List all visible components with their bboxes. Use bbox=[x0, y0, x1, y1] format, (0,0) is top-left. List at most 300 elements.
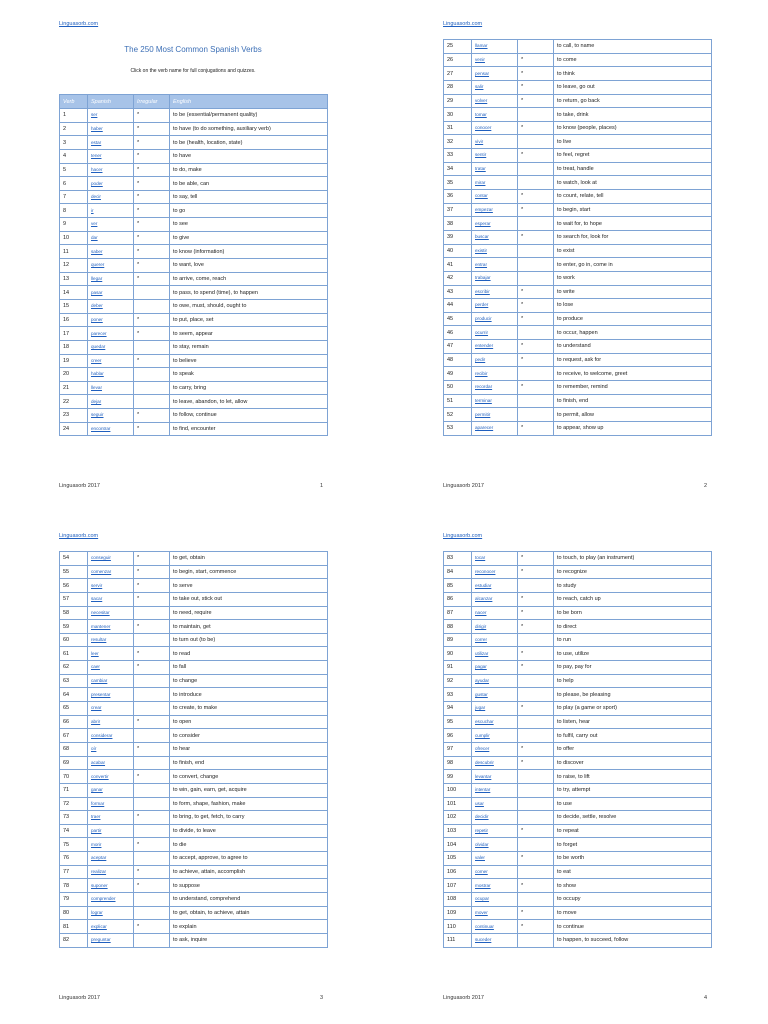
verb-link[interactable]: crear bbox=[91, 705, 102, 711]
verb-link[interactable]: recibir bbox=[475, 370, 488, 376]
verb-link-cell bbox=[472, 742, 518, 756]
verb-link[interactable]: hablar bbox=[91, 371, 104, 377]
english-meaning-cell: to treat, handle bbox=[554, 162, 712, 176]
verb-link[interactable]: pagar bbox=[475, 664, 487, 670]
table-row bbox=[444, 838, 712, 852]
irregular-mark-cell bbox=[134, 381, 170, 395]
verb-link-cell bbox=[88, 838, 134, 852]
verb-rank-cell: 51 bbox=[444, 394, 472, 408]
verb-rank-cell: 97 bbox=[444, 742, 472, 756]
english-meaning-cell: to find, encounter bbox=[170, 422, 328, 436]
irregular-mark-cell: * bbox=[518, 742, 554, 756]
verb-link[interactable]: entrar bbox=[475, 261, 488, 267]
verb-link[interactable]: acabar bbox=[91, 759, 106, 765]
verb-rank-cell: 34 bbox=[444, 162, 472, 176]
verb-link[interactable]: descubrir bbox=[475, 759, 494, 765]
irregular-mark-cell: * bbox=[134, 565, 170, 579]
english-meaning-cell: to move bbox=[554, 906, 712, 920]
english-meaning-cell: to occupy bbox=[554, 893, 712, 907]
irregular-mark-cell: * bbox=[134, 865, 170, 879]
verb-link[interactable]: seguir bbox=[91, 412, 104, 418]
english-meaning-cell: to create, to make bbox=[170, 702, 328, 716]
verb-rank-cell: 69 bbox=[60, 756, 88, 770]
verb-link[interactable]: permitir bbox=[475, 411, 491, 417]
site-link[interactable]: Linguasorb.com bbox=[59, 21, 99, 27]
verb-link-cell bbox=[88, 409, 134, 423]
verb-rank-cell: 86 bbox=[444, 592, 472, 606]
english-meaning-cell: to direct bbox=[554, 620, 712, 634]
verb-link[interactable]: ofrecer bbox=[475, 746, 490, 752]
table-row bbox=[60, 865, 328, 879]
verb-link[interactable]: realizar bbox=[91, 869, 107, 875]
irregular-mark-cell: * bbox=[134, 552, 170, 566]
table-row bbox=[60, 715, 328, 729]
english-meaning-cell: to take out, stick out bbox=[170, 592, 328, 606]
verb-link[interactable]: convertir bbox=[91, 773, 109, 779]
verb-rank-cell: 103 bbox=[444, 824, 472, 838]
irregular-mark-cell: * bbox=[518, 381, 554, 395]
verb-link[interactable]: reconocer bbox=[475, 568, 496, 574]
verb-link[interactable]: conocer bbox=[475, 125, 492, 131]
verb-link[interactable]: aparecer bbox=[475, 425, 494, 431]
irregular-mark-cell: * bbox=[518, 756, 554, 770]
irregular-mark-cell bbox=[518, 176, 554, 190]
irregular-mark-cell: * bbox=[518, 121, 554, 135]
irregular-mark-cell bbox=[134, 852, 170, 866]
table-row bbox=[444, 592, 712, 606]
irregular-mark-cell: * bbox=[134, 149, 170, 163]
verb-link[interactable]: vivir bbox=[475, 138, 484, 144]
verb-link[interactable]: hacer bbox=[91, 166, 103, 172]
verb-link[interactable]: salir bbox=[475, 84, 484, 90]
english-meaning-cell: to consider bbox=[170, 729, 328, 743]
verb-rank-cell: 55 bbox=[60, 565, 88, 579]
english-meaning-cell: to go bbox=[170, 204, 328, 218]
table-row bbox=[444, 135, 712, 149]
english-meaning-cell: to wait for, to hope bbox=[554, 217, 712, 231]
table-row bbox=[444, 203, 712, 217]
verb-table bbox=[59, 94, 328, 436]
english-meaning-cell: to seem, appear bbox=[170, 327, 328, 341]
verb-link[interactable]: llamar bbox=[475, 43, 488, 49]
verb-link[interactable]: pasar bbox=[91, 289, 103, 295]
table-row bbox=[60, 231, 328, 245]
table-row bbox=[60, 606, 328, 620]
verb-link[interactable]: ganar bbox=[91, 787, 103, 793]
irregular-mark-cell: * bbox=[518, 552, 554, 566]
verb-link[interactable]: poner bbox=[91, 316, 103, 322]
verb-link[interactable]: preguntar bbox=[91, 937, 111, 943]
verb-link-cell bbox=[88, 231, 134, 245]
verb-link-cell bbox=[472, 353, 518, 367]
verb-link[interactable]: ir bbox=[91, 207, 94, 213]
verb-rank-cell: 57 bbox=[60, 592, 88, 606]
verb-link[interactable]: considerar bbox=[91, 732, 113, 738]
verb-link[interactable]: traer bbox=[91, 814, 101, 820]
verb-link[interactable]: gustar bbox=[475, 691, 488, 697]
irregular-mark-cell: * bbox=[518, 149, 554, 163]
verb-rank-cell: 25 bbox=[444, 40, 472, 54]
verb-link-cell bbox=[472, 421, 518, 435]
verb-link[interactable]: escuchar bbox=[475, 719, 494, 724]
verb-link[interactable]: estar bbox=[91, 139, 102, 145]
irregular-mark-cell bbox=[518, 258, 554, 272]
verb-link[interactable]: perder bbox=[475, 302, 489, 308]
footer-label: Linguasorb 2017 bbox=[443, 995, 484, 1001]
irregular-mark-cell bbox=[518, 162, 554, 176]
table-row bbox=[444, 661, 712, 675]
verb-link[interactable]: llevar bbox=[91, 385, 102, 391]
verb-link[interactable]: presentar bbox=[91, 691, 111, 697]
english-meaning-cell: to offer bbox=[554, 742, 712, 756]
verb-link-cell bbox=[472, 40, 518, 54]
verb-link[interactable]: quedar bbox=[91, 344, 106, 350]
table-row bbox=[444, 552, 712, 566]
table-row bbox=[60, 811, 328, 825]
table-row bbox=[444, 647, 712, 661]
table-row bbox=[60, 633, 328, 647]
verb-link[interactable]: haber bbox=[91, 125, 103, 131]
verb-link-cell bbox=[472, 811, 518, 825]
site-link[interactable]: Linguasorb.com bbox=[443, 533, 483, 539]
table-row bbox=[60, 579, 328, 593]
verb-link-cell bbox=[88, 163, 134, 177]
verb-link[interactable]: sacar bbox=[91, 596, 103, 602]
table-row bbox=[60, 838, 328, 852]
table-row bbox=[60, 852, 328, 866]
table-row bbox=[444, 258, 712, 272]
header-spanish: Spanish bbox=[88, 95, 134, 109]
verb-link-cell bbox=[472, 620, 518, 634]
verb-rank-cell: 50 bbox=[444, 381, 472, 395]
verb-link[interactable]: creer bbox=[91, 357, 102, 363]
verb-link[interactable]: intentar bbox=[475, 787, 491, 793]
verb-rank-cell: 90 bbox=[444, 647, 472, 661]
verb-link[interactable]: dar bbox=[91, 235, 98, 241]
verb-link-cell bbox=[472, 674, 518, 688]
verb-link[interactable]: abrir bbox=[91, 719, 101, 724]
english-meaning-cell: to have (to do something, auxiliary verb) bbox=[170, 122, 328, 136]
verb-link[interactable]: caer bbox=[91, 664, 100, 670]
verb-link[interactable]: morir bbox=[91, 841, 102, 847]
verb-link[interactable]: decir bbox=[91, 194, 101, 200]
english-meaning-cell: to appear, show up bbox=[554, 421, 712, 435]
verb-rank-cell: 49 bbox=[444, 367, 472, 381]
verb-link[interactable]: explicar bbox=[91, 923, 107, 929]
verb-link-cell bbox=[472, 149, 518, 163]
verb-rank-cell: 65 bbox=[60, 702, 88, 716]
verb-link[interactable]: dirigir bbox=[475, 623, 487, 629]
table-row bbox=[60, 688, 328, 702]
verb-link[interactable]: ser bbox=[91, 112, 98, 118]
verb-link[interactable]: tener bbox=[91, 153, 102, 159]
table-row bbox=[60, 729, 328, 743]
verb-link[interactable]: tratar bbox=[475, 166, 486, 172]
table-row bbox=[444, 715, 712, 729]
verb-link[interactable]: deber bbox=[91, 303, 103, 309]
irregular-mark-cell bbox=[518, 933, 554, 947]
verb-link[interactable]: venir bbox=[475, 56, 485, 62]
verb-link[interactable]: ver bbox=[91, 221, 98, 227]
english-meaning-cell: to win, gain, earn, get, acquire bbox=[170, 783, 328, 797]
verb-rank-cell: 28 bbox=[444, 80, 472, 94]
verb-link[interactable]: nacer bbox=[475, 609, 487, 615]
verb-link[interactable]: contar bbox=[475, 193, 488, 199]
verb-link[interactable]: buscar bbox=[475, 234, 489, 240]
irregular-mark-cell: * bbox=[518, 299, 554, 313]
verb-link[interactable]: jugar bbox=[475, 705, 486, 711]
irregular-mark-cell: * bbox=[134, 327, 170, 341]
table-row bbox=[444, 852, 712, 866]
verb-link[interactable]: alcanzar bbox=[475, 596, 493, 602]
verb-link[interactable]: mantener bbox=[91, 623, 111, 629]
table-row bbox=[60, 797, 328, 811]
verb-link[interactable]: llegar bbox=[91, 276, 103, 281]
verb-link[interactable]: ocupar bbox=[475, 896, 490, 902]
irregular-mark-cell: * bbox=[134, 218, 170, 232]
verb-link[interactable]: mover bbox=[475, 909, 488, 915]
verb-link[interactable]: continuar bbox=[475, 923, 494, 929]
verb-link[interactable]: poder bbox=[91, 180, 103, 186]
table-row bbox=[444, 865, 712, 879]
irregular-mark-cell bbox=[134, 797, 170, 811]
verb-rank-cell: 27 bbox=[444, 67, 472, 81]
english-meaning-cell: to request, ask for bbox=[554, 353, 712, 367]
verb-rank-cell: 47 bbox=[444, 340, 472, 354]
verb-link[interactable]: usar bbox=[475, 800, 484, 806]
verb-link[interactable]: aceptar bbox=[91, 855, 107, 861]
verb-rank-cell: 93 bbox=[444, 688, 472, 702]
verb-link[interactable]: valer bbox=[475, 855, 485, 861]
verb-link[interactable]: escribir bbox=[475, 288, 490, 294]
verb-link[interactable]: entender bbox=[475, 343, 494, 349]
verb-link[interactable]: levantar bbox=[475, 773, 492, 779]
verb-link-cell bbox=[472, 162, 518, 176]
english-meaning-cell: to open bbox=[170, 715, 328, 729]
english-meaning-cell: to try, attempt bbox=[554, 783, 712, 797]
verb-rank-cell: 32 bbox=[444, 135, 472, 149]
irregular-mark-cell bbox=[134, 633, 170, 647]
verb-link[interactable]: parecer bbox=[91, 330, 107, 336]
verb-rank-cell: 75 bbox=[60, 838, 88, 852]
table-row bbox=[444, 702, 712, 716]
irregular-mark-cell: * bbox=[134, 163, 170, 177]
irregular-mark-cell: * bbox=[518, 203, 554, 217]
verb-link[interactable]: comer bbox=[475, 869, 488, 875]
verb-rank-cell: 33 bbox=[444, 149, 472, 163]
verb-link[interactable]: pedir bbox=[475, 357, 486, 363]
irregular-mark-cell: * bbox=[518, 340, 554, 354]
english-meaning-cell: to fall bbox=[170, 661, 328, 675]
english-meaning-cell: to search for, look for bbox=[554, 230, 712, 244]
verb-link[interactable]: leer bbox=[91, 650, 99, 656]
verb-link[interactable]: comprender bbox=[91, 896, 116, 902]
english-meaning-cell: to know (information) bbox=[170, 245, 328, 259]
table-row bbox=[60, 702, 328, 716]
verb-link[interactable]: dejar bbox=[91, 398, 102, 404]
table-row bbox=[444, 579, 712, 593]
table-row bbox=[60, 552, 328, 566]
table-row bbox=[60, 620, 328, 634]
verb-link-cell bbox=[472, 920, 518, 934]
verb-link[interactable]: ayudar bbox=[475, 678, 490, 684]
verb-link-cell bbox=[88, 177, 134, 191]
site-link[interactable]: Linguasorb.com bbox=[443, 21, 483, 27]
irregular-mark-cell: * bbox=[134, 231, 170, 245]
verb-link[interactable]: servir bbox=[91, 582, 103, 588]
irregular-mark-cell bbox=[518, 244, 554, 258]
verb-link[interactable]: sentir bbox=[475, 152, 487, 158]
verb-link[interactable]: formar bbox=[91, 800, 105, 806]
table-row bbox=[60, 177, 328, 191]
verb-rank-cell: 4 bbox=[60, 149, 88, 163]
verb-rank-cell: 12 bbox=[60, 259, 88, 273]
table-row bbox=[444, 394, 712, 408]
irregular-mark-cell: * bbox=[134, 122, 170, 136]
verb-link-cell bbox=[472, 592, 518, 606]
verb-link-cell bbox=[88, 272, 134, 286]
verb-rank-cell: 13 bbox=[60, 272, 88, 286]
header-english: English bbox=[170, 95, 328, 109]
verb-link[interactable]: suceder bbox=[475, 937, 492, 943]
verb-link[interactable]: lograr bbox=[91, 909, 103, 915]
irregular-mark-cell: * bbox=[134, 770, 170, 784]
verb-link[interactable]: comenzar bbox=[91, 568, 112, 574]
verb-link[interactable]: estudiar bbox=[475, 582, 492, 588]
verb-link-cell bbox=[88, 422, 134, 436]
document-subtitle: Click on the verb name for full conjugations and quizzes. bbox=[130, 68, 256, 74]
verb-rank-cell: 48 bbox=[444, 353, 472, 367]
verb-link[interactable]: existir bbox=[475, 247, 487, 253]
verb-link[interactable]: resultar bbox=[91, 637, 107, 643]
irregular-mark-cell: * bbox=[134, 592, 170, 606]
english-meaning-cell: to happen, to succeed, follow bbox=[554, 933, 712, 947]
verb-link[interactable]: querer bbox=[91, 262, 105, 268]
english-meaning-cell: to be able, can bbox=[170, 177, 328, 191]
verb-link[interactable]: ocurrir bbox=[475, 329, 489, 335]
verb-link-cell bbox=[88, 742, 134, 756]
verb-link-cell bbox=[472, 688, 518, 702]
verb-link[interactable]: correr bbox=[475, 637, 487, 643]
verb-link[interactable]: esperar bbox=[475, 220, 491, 226]
verb-link-cell bbox=[472, 258, 518, 272]
table-row bbox=[60, 259, 328, 273]
verb-rank-cell: 78 bbox=[60, 879, 88, 893]
table-row bbox=[60, 565, 328, 579]
verb-link-cell bbox=[472, 933, 518, 947]
verb-link-cell bbox=[88, 920, 134, 934]
irregular-mark-cell: * bbox=[134, 272, 170, 286]
table-row bbox=[444, 756, 712, 770]
english-meaning-cell: to read bbox=[170, 647, 328, 661]
verb-link-cell bbox=[472, 906, 518, 920]
table-row bbox=[60, 422, 328, 436]
english-meaning-cell: to feel, regret bbox=[554, 149, 712, 163]
verb-link[interactable]: utilizar bbox=[475, 650, 489, 656]
verb-link[interactable]: oír bbox=[91, 746, 97, 752]
verb-rank-cell: 79 bbox=[60, 893, 88, 907]
verb-rank-cell: 36 bbox=[444, 190, 472, 204]
irregular-mark-cell: * bbox=[518, 67, 554, 81]
irregular-mark-cell bbox=[134, 286, 170, 300]
table-row bbox=[444, 340, 712, 354]
english-meaning-cell: to achieve, attain, accomplish bbox=[170, 865, 328, 879]
verb-link[interactable]: partir bbox=[91, 828, 102, 834]
verb-link[interactable]: cambiar bbox=[91, 678, 108, 684]
site-link[interactable]: Linguasorb.com bbox=[59, 533, 99, 539]
table-row bbox=[60, 906, 328, 920]
table-row bbox=[60, 770, 328, 784]
verb-link-cell bbox=[88, 824, 134, 838]
verb-link[interactable]: cumplir bbox=[475, 732, 490, 738]
verb-link[interactable]: encontrar bbox=[91, 426, 111, 432]
table-row bbox=[60, 299, 328, 313]
english-meaning-cell: to divide, to leave bbox=[170, 824, 328, 838]
verb-link-cell bbox=[88, 852, 134, 866]
verb-rank-cell: 68 bbox=[60, 742, 88, 756]
verb-link[interactable]: conseguir bbox=[91, 555, 111, 561]
verb-rank-cell: 84 bbox=[444, 565, 472, 579]
table-row bbox=[60, 661, 328, 675]
verb-link-cell bbox=[472, 121, 518, 135]
verb-rank-cell: 73 bbox=[60, 811, 88, 825]
verb-link[interactable]: repetir bbox=[475, 828, 489, 834]
verb-link[interactable]: trabajar bbox=[475, 275, 491, 281]
verb-link[interactable]: decidir bbox=[475, 814, 489, 820]
verb-link[interactable]: suponer bbox=[91, 882, 108, 888]
verb-link[interactable]: terminar bbox=[475, 397, 492, 403]
verb-link[interactable]: saber bbox=[91, 248, 103, 254]
table-row bbox=[60, 327, 328, 341]
verb-link[interactable]: producir bbox=[475, 316, 492, 322]
english-meaning-cell: to convert, change bbox=[170, 770, 328, 784]
verb-link[interactable]: mirar bbox=[475, 179, 486, 185]
verb-link[interactable]: tomar bbox=[475, 111, 487, 117]
verb-link[interactable]: pensar bbox=[475, 70, 490, 76]
verb-link[interactable]: recordar bbox=[475, 384, 493, 390]
verb-link[interactable]: empezar bbox=[475, 207, 493, 212]
english-meaning-cell: to ask, inquire bbox=[170, 933, 328, 947]
irregular-mark-cell bbox=[134, 933, 170, 947]
verb-link[interactable]: volver bbox=[475, 97, 488, 103]
verb-rank-cell: 29 bbox=[444, 94, 472, 108]
irregular-mark-cell bbox=[518, 367, 554, 381]
english-meaning-cell: to be worth bbox=[554, 852, 712, 866]
table-row bbox=[444, 920, 712, 934]
table-row bbox=[444, 811, 712, 825]
verb-rank-cell: 40 bbox=[444, 244, 472, 258]
verb-rank-cell: 30 bbox=[444, 108, 472, 122]
verb-rank-cell: 23 bbox=[60, 409, 88, 423]
table-row bbox=[444, 381, 712, 395]
irregular-mark-cell: * bbox=[518, 53, 554, 67]
verb-link-cell bbox=[472, 135, 518, 149]
irregular-mark-cell: * bbox=[134, 742, 170, 756]
english-meaning-cell: to watch, look at bbox=[554, 176, 712, 190]
verb-link[interactable]: tocar bbox=[475, 555, 486, 561]
verb-link[interactable]: necesitar bbox=[91, 609, 110, 615]
table-row bbox=[444, 217, 712, 231]
verb-link[interactable]: olvidar bbox=[475, 841, 489, 847]
verb-rank-cell: 111 bbox=[444, 933, 472, 947]
english-meaning-cell: to return, go back bbox=[554, 94, 712, 108]
irregular-mark-cell bbox=[134, 893, 170, 907]
verb-link-cell bbox=[88, 381, 134, 395]
irregular-mark-cell: * bbox=[518, 190, 554, 204]
verb-rank-cell: 89 bbox=[444, 633, 472, 647]
verb-link[interactable]: mostrar bbox=[475, 882, 491, 888]
table-row bbox=[444, 121, 712, 135]
